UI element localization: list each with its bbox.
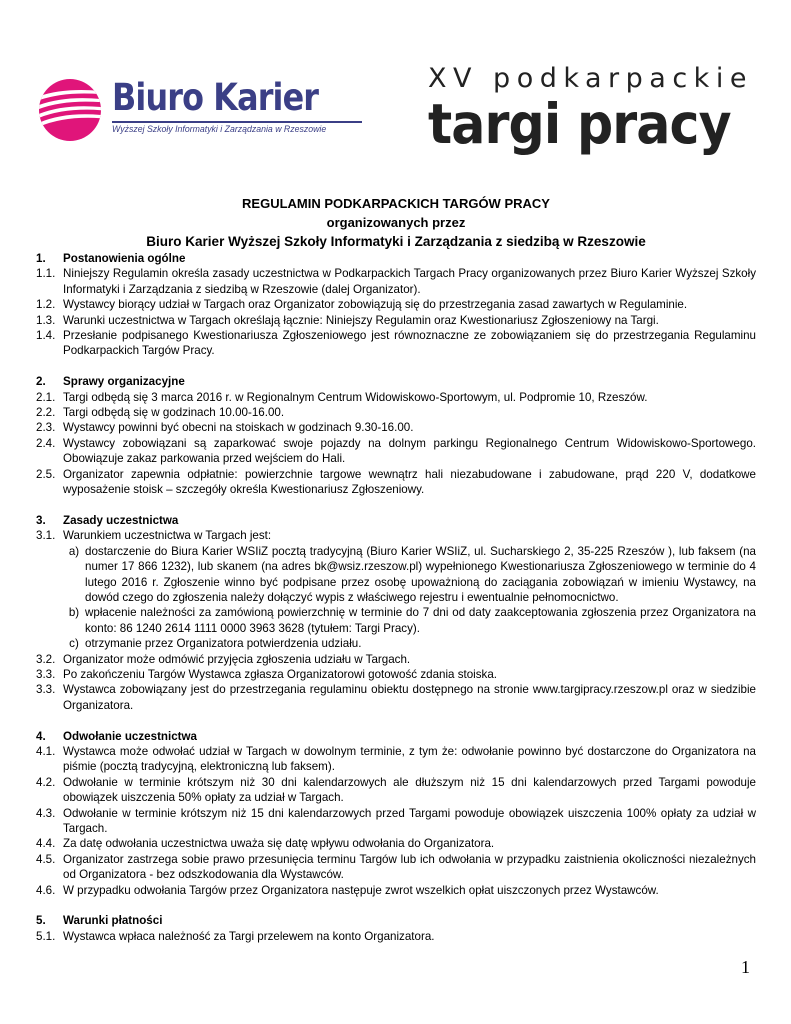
item-number: 3.3. xyxy=(36,667,56,681)
item-number: 1.3. xyxy=(36,313,56,327)
section-number: 5. xyxy=(36,914,46,928)
item-number: 4.6. xyxy=(36,883,56,897)
item-number: 4.5. xyxy=(36,852,56,866)
title-line2: organizowanych przez xyxy=(326,215,466,230)
item-text: Wystawca może odwołać udział w Targach w dowolnym terminie, z tym że: odwołanie powinno być dostarczone do Organizatora na piśmie (pocztą tradycyjną, elektroniczną lub faksem). xyxy=(63,744,756,774)
section-number: 2. xyxy=(36,375,46,389)
title-line3: Biuro Karier Wyższej Szkoły Informatyki i Zarządzania z siedzibą w Rzeszowie xyxy=(146,234,646,249)
list-item xyxy=(36,883,756,898)
event-title-line2: targi pracy xyxy=(428,92,731,156)
logo-subtitle: Wyższej Szkoły Informatyki i Zarządzania w Rzeszowie xyxy=(112,124,327,135)
section-title: Sprawy organizacyjne xyxy=(63,375,185,389)
event-title-line1: XV podkarpackie xyxy=(428,63,753,94)
item-text: Wystawca wpłaca należność za Targi przelewem na konto Organizatora. xyxy=(63,929,435,943)
list-item xyxy=(36,652,756,667)
item-number: 4.4. xyxy=(36,837,56,851)
item-number: 3.1. xyxy=(36,529,56,543)
section-heading xyxy=(36,374,756,389)
sub-item xyxy=(36,605,756,636)
list-item xyxy=(36,313,756,328)
section-title: Odwołanie uczestnictwa xyxy=(63,729,198,743)
item-text: Przesłanie podpisanego Kwestionariusza Zgłoszeniowego jest równoznaczne ze zobowiązaniem się do przestrzegania Regulaminu Podkarpackich Targów Pracy. xyxy=(63,329,756,358)
list-item xyxy=(36,667,756,682)
item-number: 2.4. xyxy=(36,436,56,450)
item-text: Warunkiem uczestnictwa w Targach jest: xyxy=(63,529,272,543)
list-item xyxy=(36,682,756,713)
page-number: 1 xyxy=(741,957,750,977)
section-title: Warunki płatności xyxy=(63,914,163,928)
list-item xyxy=(36,852,756,883)
list-item xyxy=(36,420,756,435)
item-number: 3.2. xyxy=(36,652,56,666)
item-text: Po zakończeniu Targów Wystawca zgłasza Organizatorowi gotowość zdania stoiska. xyxy=(63,667,498,681)
sub-item-label: c) xyxy=(69,637,79,651)
section-heading xyxy=(36,729,756,744)
list-item xyxy=(36,775,756,806)
item-text: Wystawcy zobowiązani są zaparkować swoje pojazdy na dolnym parkingu Regionalnego Centrum Widowiskowo-Sportowego. Obowiązuje zakaz parkowania przed wejściem do Hali. xyxy=(63,436,756,466)
list-item xyxy=(36,467,756,498)
list-item xyxy=(36,328,756,359)
logo-emblem-icon xyxy=(34,72,110,144)
item-text: Wystawcy biorący udział w Targach oraz Organizator zobowiązują się do przestrzegania zasad zawartych w Regulaminie. xyxy=(63,298,688,312)
item-text: Organizator może odmówić przyjęcia zgłoszenia udziału w Targach. xyxy=(63,652,411,666)
item-text: Odwołanie w terminie krótszym niż 15 dni kalendarzowych przed Targami powoduje obowiązek uiszczenia 100% opłaty za udział w Targach. xyxy=(63,806,756,835)
section-heading xyxy=(36,513,756,528)
item-number: 2.3. xyxy=(36,421,56,435)
item-text: Wystawcy powinni być obecni na stoiskach w godzinach 9.30-16.00. xyxy=(63,421,414,435)
sub-item-text: otrzymanie przez Organizatora potwierdzenia udziału. xyxy=(85,637,362,651)
logo-name: Biuro Karier xyxy=(112,76,319,119)
section-title: Postanowienia ogólne xyxy=(63,252,186,265)
document-body xyxy=(36,194,756,944)
list-item xyxy=(36,405,756,420)
title-line1: REGULAMIN PODKARPACKICH TARGÓW PRACY xyxy=(242,196,550,211)
biuro-karier-logo xyxy=(34,72,334,144)
list-item xyxy=(36,836,756,851)
list-item xyxy=(36,806,756,837)
item-number: 1.4. xyxy=(36,329,56,343)
list-item xyxy=(36,266,756,297)
item-number: 4.1. xyxy=(36,744,56,758)
section-heading xyxy=(36,913,756,928)
item-number: 3.3. xyxy=(36,683,56,697)
list-item xyxy=(36,744,756,775)
section-number: 3. xyxy=(36,513,46,527)
item-number: 5.1. xyxy=(36,929,56,943)
section-title: Zasady uczestnictwa xyxy=(63,513,179,527)
document-title xyxy=(36,194,756,251)
item-number: 2.2. xyxy=(36,406,56,420)
section-heading xyxy=(36,251,756,266)
logo-divider xyxy=(112,121,362,123)
item-text: Wystawca zobowiązany jest do przestrzegania regulaminu obiektu dostępnego na stronie www.targipracy.rzeszow.pl oraz w siedzibie Organizatora. xyxy=(63,683,756,712)
item-text: Targi odbędą się w godzinach 10.00-16.00. xyxy=(63,406,285,420)
item-text: Organizator zastrzega sobie prawo przesunięcia terminu Targów lub ich odwołania w przypadku zaistnienia okoliczności niezależnych od Organizatora - bez odszkodowania dla Wystawców. xyxy=(63,852,756,882)
item-text: Targi odbędą się 3 marca 2016 r. w Regionalnym Centrum Widowiskowo-Sportowym, ul. Podpromie 10, Rzeszów. xyxy=(63,390,648,404)
list-item xyxy=(36,297,756,312)
list-item xyxy=(36,436,756,467)
sub-item-text: wpłacenie należności za zamówioną powierzchnię w terminie do 7 dni od daty zaakceptowania zgłoszenia przez Organizatora na konto: 86 1240 2614 1111 0000 3963 3628 (tytułem: Targi Pracy). xyxy=(85,606,756,635)
item-text: Warunki uczestnictwa w Targach określają łącznie: Niniejszy Regulamin oraz Kwestionariusz Zgłoszeniowy na Targi. xyxy=(63,313,659,327)
list-item xyxy=(36,390,756,405)
sub-item-text: dostarczenie do Biura Karier WSIiZ pocztą tradycyjną (Biuro Karier WSIiZ, ul. Sucharskiego 2, 35-225 Rzeszów ), lub faksem (na numer 17 866 1232), lub skanem (na adres bk@wsiz.rzeszow.pl) wypełnionego Kwestionariusza Zgłoszeniowego w terminie do 4 lutego 2016 r. Zgłoszenie winno być podpisane przez osobę upoważnioną do zaciągania zobowiązań w imieniu Wystawcy, na dowód czego do zgłoszenia należy dołączyć wypis z właściwego rejestru i ewentualnie pełnomocnictwo. xyxy=(85,544,756,604)
item-number: 2.1. xyxy=(36,390,56,404)
item-text: Niniejszy Regulamin określa zasady uczestnictwa w Podkarpackich Targach Pracy organizowanych przez Biuro Karier Wyższej Szkoły Informatyki i Zarządzania z siedzibą w Rzeszowie (dalej Organizator). xyxy=(63,267,756,296)
item-number: 1.1. xyxy=(36,267,56,281)
item-number: 2.5. xyxy=(36,467,56,481)
list-item xyxy=(36,528,756,543)
item-text: W przypadku odwołania Targów przez Organizatora następuje zwrot wszelkich opłat uiszczonych przez Wystawców. xyxy=(63,883,659,897)
item-text: Odwołanie w terminie krótszym niż 30 dni kalendarzowych ale dłuższym niż 15 dni kalendarzowych przed Targami powoduje obowiązek uiszczenia 50% opłaty za udział w Targach. xyxy=(63,775,756,805)
item-text: Organizator zapewnia odpłatnie: powierzchnie targowe wewnątrz hali niezabudowane i zabudowane, prąd 220 V, dodatkowe wyposażenie stoisk – szczegóły określa Kwestionariusz Zgłoszeniowy. xyxy=(63,467,756,497)
sub-item-label: b) xyxy=(68,606,80,620)
section-number: 1. xyxy=(36,252,46,265)
section-number: 4. xyxy=(36,729,46,743)
item-number: 4.2. xyxy=(36,775,56,789)
page-header xyxy=(0,0,791,160)
item-text: Za datę odwołania uczestnictwa uważa się datę wpływu odwołania do Organizatora. xyxy=(63,837,495,851)
list-item xyxy=(36,929,756,944)
item-number: 4.3. xyxy=(36,806,56,820)
sub-item xyxy=(36,544,756,606)
item-number: 1.2. xyxy=(36,298,56,312)
sub-item xyxy=(36,636,756,651)
sub-item-label: a) xyxy=(68,544,80,558)
